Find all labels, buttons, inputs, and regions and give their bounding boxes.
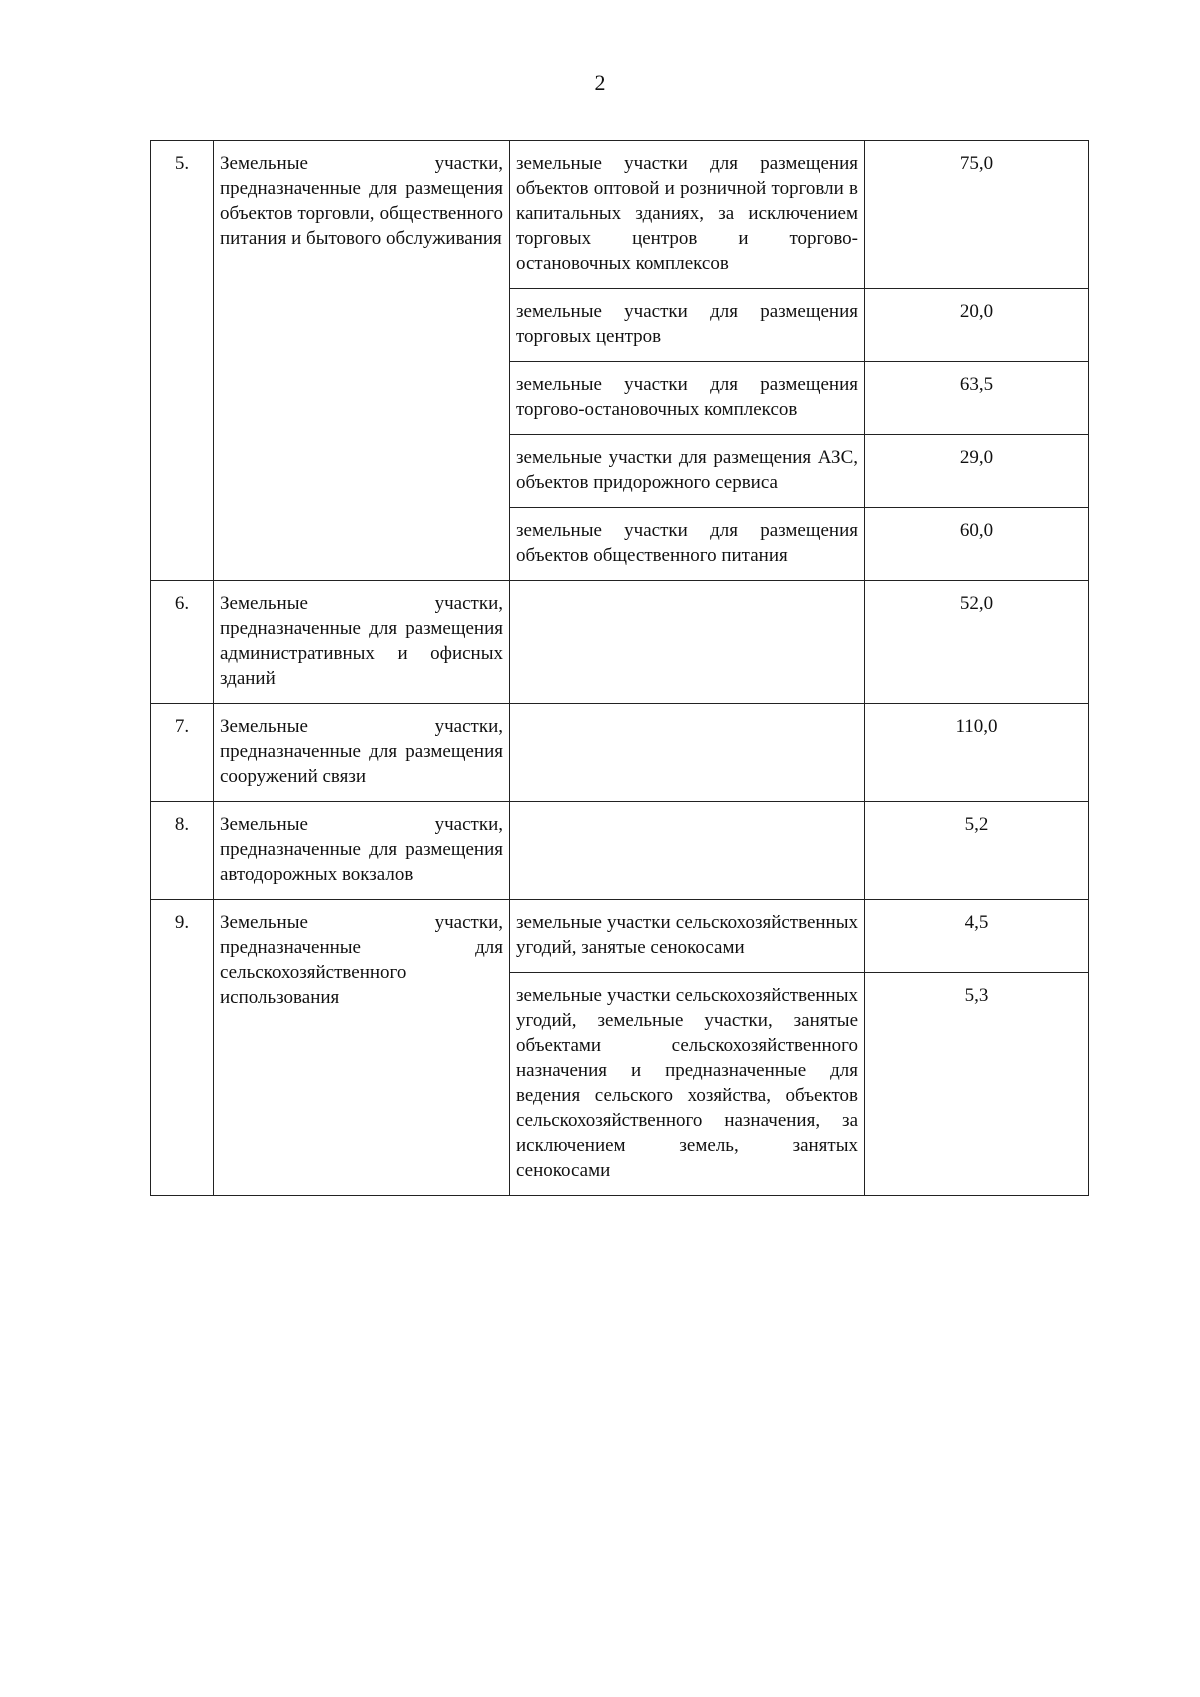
category-cell: Земельные участки, предназначенные для размещения объектов торговли, общественного питания и бытового обслуживания	[214, 141, 510, 581]
subcategory-cell	[510, 802, 865, 900]
table-row	[151, 900, 1089, 973]
land-plots-table	[150, 140, 1089, 1196]
table-row	[151, 581, 1089, 704]
row-number: 5.	[151, 141, 214, 581]
table-row	[151, 802, 1089, 900]
category-cell: Земельные участки, предназначенные для сельскохозяйственного использования	[214, 900, 510, 1196]
category-cell: Земельные участки, предназначенные для размещения административных и офисных зданий	[214, 581, 510, 704]
subcategory-cell: земельные участки для размещения торгово-остановочных комплексов	[510, 362, 865, 435]
row-number: 9.	[151, 900, 214, 1196]
category-cell: Земельные участки, предназначенные для размещения автодорожных вокзалов	[214, 802, 510, 900]
value-cell: 5,2	[865, 802, 1089, 900]
subcategory-cell: земельные участки для размещения объектов общественного питания	[510, 508, 865, 581]
subcategory-cell: земельные участки сельскохозяйственных угодий, занятые сенокосами	[510, 900, 865, 973]
table-row	[151, 141, 1089, 289]
page-number: 2	[594, 70, 606, 95]
row-number: 7.	[151, 704, 214, 802]
subcategory-cell: земельные участки для размещения торговых центров	[510, 289, 865, 362]
subcategory-cell: земельные участки для размещения объектов оптовой и розничной торговли в капитальных зданиях, за исключением торговых центров и торгово-остановочных комплексов	[510, 141, 865, 289]
value-cell: 20,0	[865, 289, 1089, 362]
value-cell: 75,0	[865, 141, 1089, 289]
value-cell: 29,0	[865, 435, 1089, 508]
row-number: 8.	[151, 802, 214, 900]
subcategory-cell: земельные участки для размещения АЗС, объектов придорожного сервиса	[510, 435, 865, 508]
subcategory-cell	[510, 704, 865, 802]
value-cell: 52,0	[865, 581, 1089, 704]
value-cell: 63,5	[865, 362, 1089, 435]
value-cell: 60,0	[865, 508, 1089, 581]
value-cell: 110,0	[865, 704, 1089, 802]
subcategory-cell: земельные участки сельскохозяйственных угодий, земельные участки, занятые объектами сельскохозяйственного назначения и предназначенные для ведения сельского хозяйства, объектов сельскохозяйственного назначения, за исключением земель, занятых сенокосами	[510, 973, 865, 1196]
value-cell: 5,3	[865, 973, 1089, 1196]
table-row	[151, 704, 1089, 802]
row-number: 6.	[151, 581, 214, 704]
category-cell: Земельные участки, предназначенные для размещения сооружений связи	[214, 704, 510, 802]
subcategory-cell	[510, 581, 865, 704]
value-cell: 4,5	[865, 900, 1089, 973]
table-body	[151, 141, 1089, 1196]
